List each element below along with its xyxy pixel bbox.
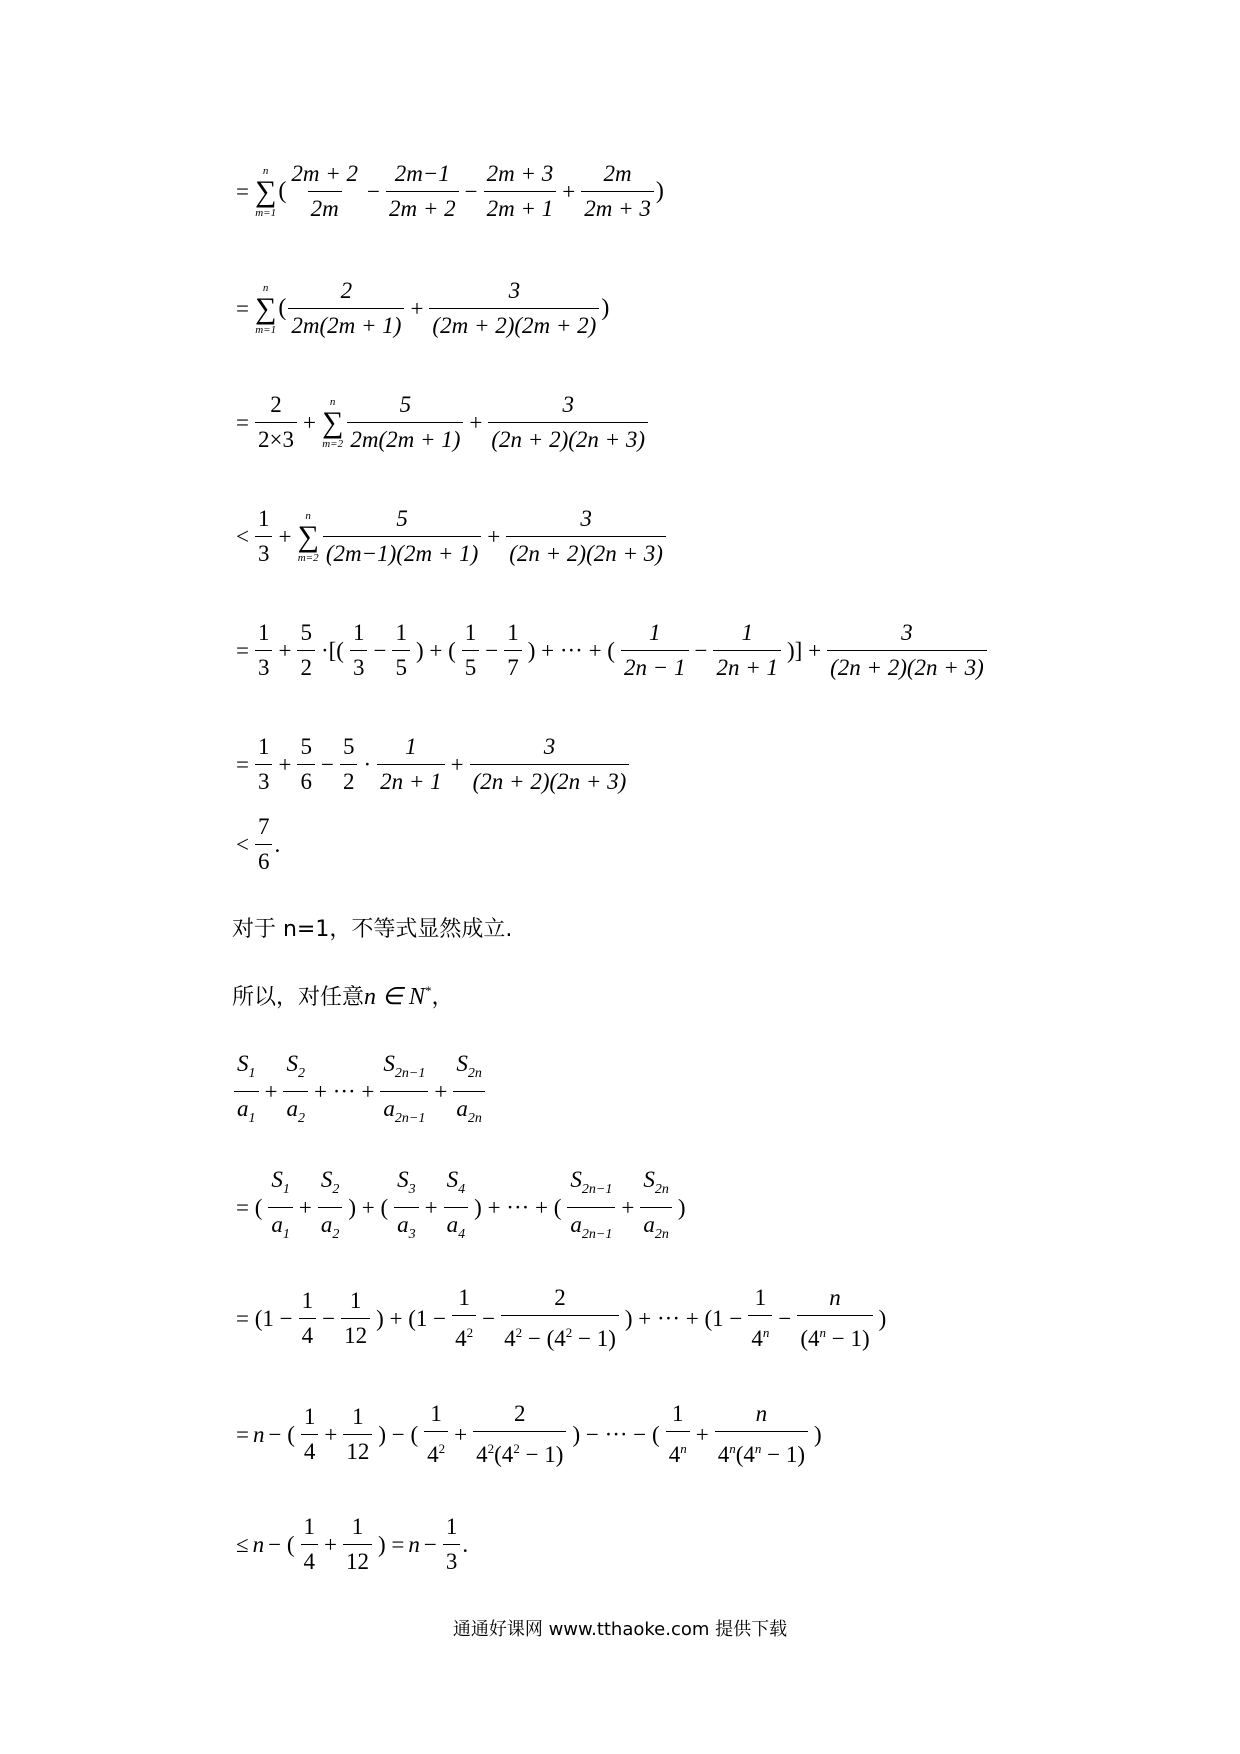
fraction: $\frac{S_{2n}}{a_{2n}}$ [453, 1050, 485, 1133]
equation-line-13: = n − ( $\frac{1}{4}$ + $\frac{1}{12}$ ) − ( $\frac{1}{4^2}$ + $\frac{2}{4^2(4^2 - 1)}$ ) − ··· − ( $\frac{1}{4^n}$ + $\frac{n}{4^n(4^n - 1)}$ ) [236, 1401, 822, 1467]
equation-line-11: = ( $\frac{S_1}{a_1}$ + $\frac{S_2}{a_2}$ ) + ( $\frac{S_3}{a_3}$ + $\frac{S_4}{a_4}$ ) + ··· + ( $\frac{S_{2n-1}}{a_{2n-1}}$ + $\frac{S_{2n}}{a_{2n}}$ ) [232, 1166, 690, 1249]
fraction: $\frac{2m}{2m + 3}$ [581, 160, 654, 223]
fraction: $\frac{S_4}{a_4}$ [444, 1166, 469, 1249]
fraction: $\frac{2}{4^2 - (4^2 - 1)}$ [501, 1284, 619, 1353]
fraction: $\frac{n}{(4^n - 1)}$ [797, 1284, 872, 1353]
fraction: $\frac{1}{5}$ [392, 619, 410, 682]
fraction: $\frac{S_2}{a_2}$ [283, 1050, 308, 1133]
fraction: $\frac{1}{12}$ [341, 1287, 370, 1350]
fraction: $\frac{S_{2n-1}}{a_{2n-1}}$ [567, 1166, 615, 1249]
equation-line-1: = n ∑ m=1 ( $\frac{2m + 2}{2m}$ − $\frac{2m-1}{2m + 2}$ − $\frac{2m + 3}{2m + 1}$ + $\frac{2m}{2m + 3}$ ) [236, 161, 664, 221]
equation-line-4: < $\frac{1}{3}$ + n ∑ m=2 $\frac{5}{(2m-1)(2m + 1)}$ + $\frac{3}{(2n + 2)(2n + 3)}$ [232, 505, 668, 568]
fraction: $\frac{7}{6}$ [255, 813, 273, 876]
equation-line-6: = $\frac{1}{3}$ + $\frac{5}{6}$ − $\frac{5}{2}$ · $\frac{1}{2n + 1}$ + $\frac{3}{(2n + 2)(2n + 3)}$ [232, 733, 631, 796]
fraction: $\frac{S_{2n}}{a_{2n}}$ [640, 1166, 672, 1249]
fraction: $\frac{1}{2n + 1}$ [377, 733, 445, 796]
fraction: $\frac{1}{4}$ [301, 1513, 319, 1576]
fraction: $\frac{3}{(2n + 2)(2n + 3)}$ [488, 391, 648, 454]
fraction: $\frac{1}{2n + 1}$ [713, 619, 781, 682]
fraction: $\frac{S_3}{a_3}$ [394, 1166, 419, 1249]
fraction: $\frac{1}{4}$ [301, 1403, 319, 1466]
fraction: $\frac{2m + 2}{2m}$ [291, 161, 359, 221]
equation-line-7: < $\frac{7}{6}$ . [236, 814, 281, 874]
footer-source: 通通好课网 www.tthaoke.com 提供下载 [452, 1619, 788, 1640]
fraction: $\frac{2}{4^2(4^2 - 1)}$ [473, 1400, 566, 1469]
fraction: $\frac{5}{2}$ [340, 733, 358, 796]
equation-line-12: = (1 − $\frac{1}{4}$ − $\frac{1}{12}$ ) + (1 − $\frac{1}{4^2}$ − $\frac{2}{4^2 - (4^2 - 1)}$ ) + ··· + (1 − $\frac{1}{4^n}$ − $\frac{n}{(4^n - 1)}$ ) [236, 1285, 887, 1351]
fraction: $\frac{1}{3}$ [443, 1513, 461, 1576]
fraction: $\frac{1}{3}$ [255, 733, 273, 796]
equation-line-2: = n ∑ m=1 ( $\frac{2}{2m(2m + 1)}$ + $\frac{3}{(2m + 2)(2m + 2)}$ ) [236, 278, 610, 338]
fraction: $\frac{1}{4^2}$ [424, 1400, 448, 1469]
fraction: $\frac{1}{12}$ [343, 1403, 372, 1466]
fraction: $\frac{3}{(2m + 2)(2m + 2)}$ [429, 277, 599, 340]
fraction: $\frac{2m + 3}{2m + 1}$ [484, 160, 557, 223]
summation: n ∑ m=2 [297, 509, 319, 564]
fraction: $\frac{3}{(2n + 2)(2n + 3)}$ [827, 619, 987, 682]
summation: n ∑ m=1 [254, 164, 277, 219]
fraction: $\frac{1}{5}$ [462, 619, 480, 682]
equation-line-3: = $\frac{2}{2\times 3}$ + n ∑ m=2 $\frac{5}{2m(2m + 1)}$ + $\frac{3}{(2n + 2)(2n + 3)}$ [232, 391, 650, 454]
fraction: $\frac{1}{3}$ [255, 619, 273, 682]
fraction: $\frac{1}{4^n}$ [666, 1400, 690, 1469]
fraction: $\frac{1}{4}$ [299, 1287, 317, 1350]
fraction: $\frac{S_2}{a_2}$ [318, 1166, 343, 1249]
fraction: $\frac{1}{7}$ [504, 619, 522, 682]
text-line-2: 所以，对任意n ∈ N*， [232, 983, 454, 1010]
equation-line-14: ≤ n − ( $\frac{1}{4}$ + $\frac{1}{12}$ ) = n − $\frac{1}{3}$ . [236, 1514, 469, 1574]
fraction: $\frac{1}{4^2}$ [452, 1284, 476, 1353]
fraction: $\frac{5}{6}$ [297, 733, 315, 796]
fraction: $\frac{5}{(2m-1)(2m + 1)}$ [323, 505, 481, 568]
equation-line-5: = $\frac{1}{3}$ + $\frac{5}{2}$ ·[( $\frac{1}{3}$ − $\frac{1}{5}$ ) + ( $\frac{1}{5}$ − $\frac{1}{7}$ ) + ··· + ( $\frac{1}{2n - 1}$ − $\frac{1}{2n + 1}$ )] + $\frac{3}{(2n + 2)(2n + 3)}$ [232, 619, 989, 682]
fraction: $\frac{2m-1}{2m + 2}$ [386, 160, 459, 223]
fraction: $\frac{1}{3}$ [255, 505, 273, 568]
fraction: $\frac{3}{(2n + 2)(2n + 3)}$ [506, 505, 666, 568]
fraction: $\frac{1}{3}$ [350, 619, 368, 682]
fraction: $\frac{2}{2m(2m + 1)}$ [288, 277, 404, 340]
summation: n ∑ m=2 [321, 395, 344, 450]
fraction: $\frac{n}{4^n(4^n - 1)}$ [715, 1400, 808, 1469]
summation: n ∑ m=1 [254, 281, 277, 336]
fraction: $\frac{S_1}{a_1}$ [234, 1050, 259, 1133]
fraction: $\frac{5}{2m(2m + 1)}$ [347, 391, 463, 454]
fraction: $\frac{S_1}{a_1}$ [268, 1166, 293, 1249]
fraction: $\frac{1}{2n - 1}$ [621, 619, 689, 682]
fraction: $\frac{3}{(2n + 2)(2n + 3)}$ [470, 733, 630, 796]
fraction: $\frac{1}{12}$ [343, 1513, 372, 1576]
text-line-1: 对于 n=1，不等式显然成立. [232, 917, 513, 942]
fraction: $\frac{S_{2n-1}}{a_{2n-1}}$ [380, 1050, 428, 1133]
fraction: $\frac{1}{4^n}$ [748, 1284, 772, 1353]
fraction: $\frac{2}{2\times 3}$ [255, 391, 297, 454]
equation-line-10: $\frac{S_1}{a_1}$ + $\frac{S_2}{a_2}$ + ··· + $\frac{S_{2n-1}}{a_{2n-1}}$ + $\frac{S_{2n}}{a_{2n}}$ [232, 1050, 487, 1133]
fraction: $\frac{5}{2}$ [297, 619, 315, 682]
